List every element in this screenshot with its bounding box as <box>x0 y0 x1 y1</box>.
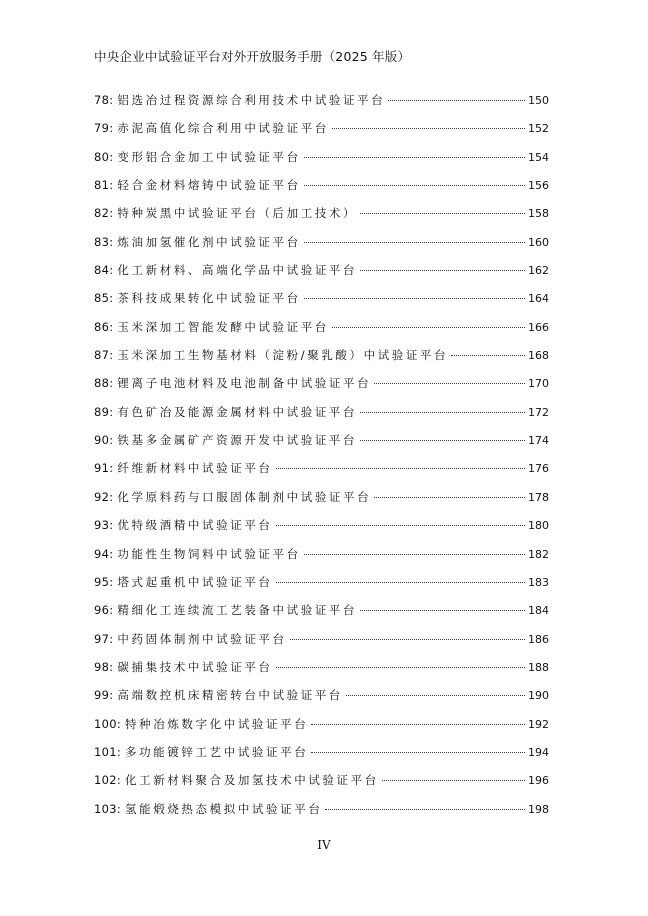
toc-entry-title: 变形铝合金加工中试验证平台 <box>117 149 301 164</box>
dot-leader <box>360 412 525 413</box>
toc-entry-page: 174 <box>528 434 549 448</box>
dot-leader <box>374 497 525 498</box>
toc-entry-number: 79: <box>94 121 114 136</box>
toc-entry-number: 84: <box>94 263 114 278</box>
toc-entry-title: 赤泥高值化综合利用中试验证平台 <box>117 121 329 136</box>
toc-entry[interactable] <box>94 171 549 199</box>
toc-entry-number: 102: <box>94 773 122 788</box>
toc-entry-title: 化学原料药与口服固体制剂中试验证平台 <box>117 489 372 504</box>
toc-entry[interactable] <box>94 483 549 511</box>
toc-entry[interactable] <box>94 653 549 681</box>
dot-leader <box>304 242 525 243</box>
toc-entry-title: 玉米深加工智能发酵中试验证平台 <box>117 319 329 334</box>
toc-entry-number: 98: <box>94 659 114 674</box>
toc-entry[interactable] <box>94 284 549 312</box>
toc-entry-number: 82: <box>94 206 114 221</box>
toc-entry-number: 103: <box>94 801 122 816</box>
toc-entry-page: 184 <box>528 604 549 618</box>
toc-entry-page: 156 <box>528 179 549 193</box>
toc-entry-number: 93: <box>94 518 114 533</box>
toc-entry-page: 176 <box>528 462 549 476</box>
dot-leader <box>304 554 525 555</box>
toc-entry-number: 90: <box>94 433 114 448</box>
toc-entry-title: 特种冶炼数字化中试验证平台 <box>125 716 309 731</box>
toc-entry-number: 87: <box>94 348 114 363</box>
toc-entry-number: 91: <box>94 461 114 476</box>
toc-entry-title: 优特级酒精中试验证平台 <box>117 518 273 533</box>
toc-entry-page: 152 <box>528 122 549 136</box>
toc-entry[interactable] <box>94 114 549 142</box>
toc-entry-page: 160 <box>528 235 549 249</box>
toc-entry[interactable] <box>94 398 549 426</box>
running-header: 中央企业中试验证平台对外开放服务手册（2025 年版） <box>94 49 411 64</box>
toc-entry-page: 158 <box>528 207 549 221</box>
toc-entry[interactable] <box>94 426 549 454</box>
toc-entry-page: 164 <box>528 292 549 306</box>
toc-entry-number: 78: <box>94 93 114 107</box>
toc-entry-number: 92: <box>94 489 114 504</box>
toc-entry-number: 95: <box>94 574 114 589</box>
toc-entry-page: 183 <box>528 575 549 589</box>
toc-entry[interactable] <box>94 86 549 114</box>
toc-entry-title: 铝选冶过程资源综合利用技术中试验证平台 <box>117 93 386 107</box>
toc-entry[interactable] <box>94 795 549 823</box>
dot-leader <box>311 752 525 753</box>
toc-entry-page: 150 <box>528 94 549 107</box>
dot-leader <box>332 327 525 328</box>
dot-leader <box>304 298 525 299</box>
dot-leader <box>374 383 525 384</box>
table-of-contents <box>94 86 549 823</box>
toc-entry-title: 有色矿冶及能源金属材料中试验证平台 <box>117 404 358 419</box>
toc-entry-title: 纤维新材料中试验证平台 <box>117 461 273 476</box>
toc-entry[interactable] <box>94 143 549 171</box>
toc-entry-page: 182 <box>528 547 549 561</box>
page-number: IV <box>317 838 331 852</box>
toc-entry-page: 170 <box>528 377 549 391</box>
dot-leader <box>311 724 525 725</box>
dot-leader <box>304 185 525 186</box>
toc-entry[interactable] <box>94 596 549 624</box>
toc-entry[interactable] <box>94 511 549 539</box>
toc-entry[interactable] <box>94 228 549 256</box>
toc-entry-number: 100: <box>94 716 122 731</box>
toc-entry-number: 80: <box>94 149 114 164</box>
toc-entry-title: 炼油加氢催化剂中试验证平台 <box>117 234 301 249</box>
toc-entry-number: 89: <box>94 404 114 419</box>
toc-entry-page: 154 <box>528 150 549 164</box>
toc-entry-title: 锂离子电池材料及电池制备中试验证平台 <box>117 376 372 391</box>
dot-leader <box>276 468 525 469</box>
toc-entry-page: 188 <box>528 660 549 674</box>
toc-entry-number: 101: <box>94 744 122 759</box>
toc-entry-page: 166 <box>528 320 549 334</box>
toc-entry-title: 精细化工连续流工艺装备中试验证平台 <box>117 603 358 618</box>
toc-entry-title: 特种炭黑中试验证平台（后加工技术） <box>117 206 358 221</box>
toc-entry-page: 186 <box>528 632 549 646</box>
toc-entry-title: 茶科技成果转化中试验证平台 <box>117 291 301 306</box>
dot-leader <box>304 157 525 158</box>
toc-entry[interactable] <box>94 454 549 482</box>
dot-leader <box>276 525 525 526</box>
toc-entry-page: 178 <box>528 490 549 504</box>
toc-entry-page: 168 <box>528 349 549 363</box>
dot-leader <box>332 128 525 129</box>
toc-entry[interactable] <box>94 710 549 738</box>
toc-entry[interactable] <box>94 766 549 794</box>
toc-entry-title: 多功能镀锌工艺中试验证平台 <box>125 744 309 759</box>
toc-entry-page: 180 <box>528 519 549 533</box>
toc-entry-page: 162 <box>528 264 549 278</box>
dot-leader <box>360 440 525 441</box>
toc-entry-title: 铁基多金属矿产资源开发中试验证平台 <box>117 433 358 448</box>
toc-entry[interactable] <box>94 681 549 709</box>
dot-leader <box>360 270 525 271</box>
toc-entry-title: 化工新材料、高端化学品中试验证平台 <box>117 263 358 278</box>
dot-leader <box>325 809 525 810</box>
toc-entry-title: 玉米深加工生物基材料（淀粉/聚乳酸）中试验证平台 <box>117 348 449 363</box>
toc-entry-title: 功能性生物饲料中试验证平台 <box>117 546 301 561</box>
toc-entry-title: 化工新材料聚合及加氢技术中试验证平台 <box>125 773 379 788</box>
toc-entry-page: 194 <box>528 745 549 759</box>
toc-entry[interactable] <box>94 341 549 369</box>
toc-entry-title: 氢能煅烧热态模拟中试验证平台 <box>125 801 323 816</box>
toc-entry-title: 塔式起重机中试验证平台 <box>117 574 273 589</box>
toc-entry-number: 83: <box>94 234 114 249</box>
toc-entry-number: 85: <box>94 291 114 306</box>
toc-entry-page: 192 <box>528 717 549 731</box>
toc-entry[interactable] <box>94 738 549 766</box>
toc-entry-number: 97: <box>94 631 114 646</box>
dot-leader <box>388 100 525 101</box>
dot-leader <box>360 610 525 611</box>
dot-leader <box>346 695 525 696</box>
toc-entry-title: 中药固体制剂中试验证平台 <box>117 631 287 646</box>
dot-leader <box>276 582 525 583</box>
toc-entry[interactable] <box>94 369 549 397</box>
toc-entry-page: 172 <box>528 405 549 419</box>
toc-entry[interactable] <box>94 625 549 653</box>
dot-leader <box>360 213 525 214</box>
toc-entry-title: 碳捕集技术中试验证平台 <box>117 659 273 674</box>
toc-entry[interactable] <box>94 256 549 284</box>
toc-entry-title: 轻合金材料熔铸中试验证平台 <box>117 178 301 193</box>
toc-entry[interactable] <box>94 199 549 227</box>
dot-leader <box>276 667 525 668</box>
dot-leader <box>290 639 525 640</box>
toc-entry-page: 198 <box>528 802 549 816</box>
toc-entry[interactable] <box>94 568 549 596</box>
toc-entry-number: 86: <box>94 319 114 334</box>
toc-entry-number: 94: <box>94 546 114 561</box>
toc-entry-page: 196 <box>528 774 549 788</box>
toc-entry-page: 190 <box>528 689 549 703</box>
toc-entry-number: 81: <box>94 178 114 193</box>
toc-entry[interactable] <box>94 313 549 341</box>
toc-entry-title: 高端数控机床精密转台中试验证平台 <box>117 688 344 703</box>
dot-leader <box>382 780 525 781</box>
toc-entry-number: 99: <box>94 688 114 703</box>
toc-entry[interactable] <box>94 540 549 568</box>
toc-entry-number: 96: <box>94 603 114 618</box>
dot-leader <box>451 355 525 356</box>
toc-entry-number: 88: <box>94 376 114 391</box>
